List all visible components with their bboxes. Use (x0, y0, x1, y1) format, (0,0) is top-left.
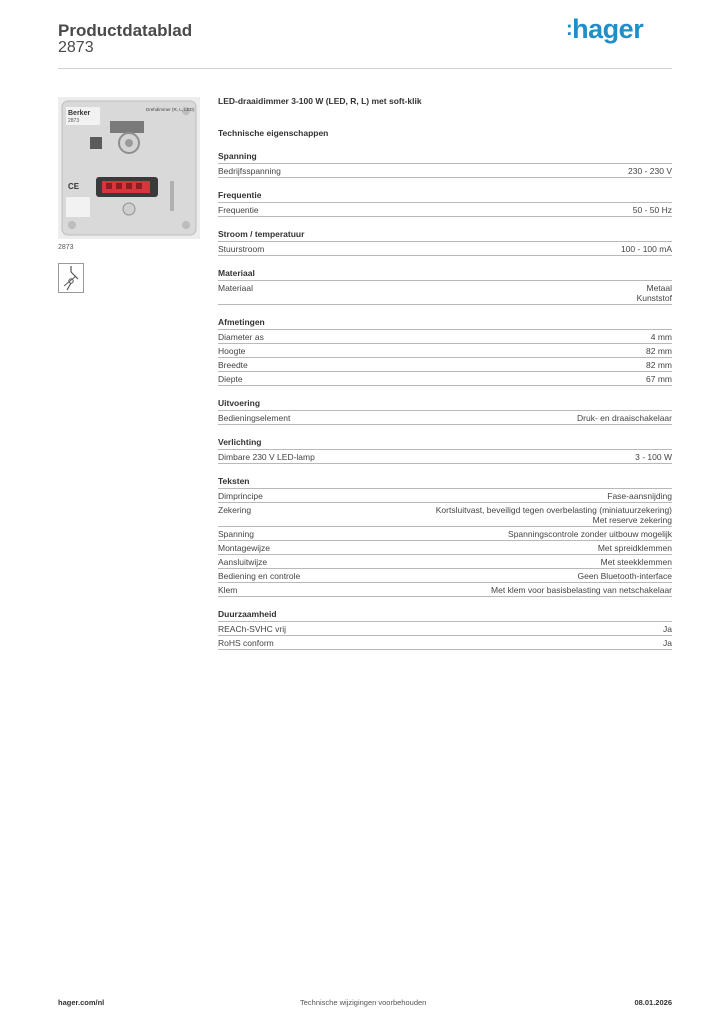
section-heading: Duurzaamheid (218, 609, 277, 619)
spec-value-line: Kunststof (636, 293, 672, 303)
section-heading: Stroom / temperatuur (218, 229, 305, 239)
spec-label: Spanning (218, 529, 254, 539)
device-label: Drehdimmer (R, L, LED) (146, 107, 195, 112)
spec-row (218, 329, 672, 343)
spec-section (218, 398, 672, 425)
spec-label: Bediening en controle (218, 571, 301, 581)
spec-section (218, 317, 672, 386)
spec-sections (218, 151, 672, 650)
spec-row (218, 449, 672, 464)
spec-value-line: Kortsluitvast, beveiligd tegen overbelasting (miniatuurzekering) (435, 505, 672, 515)
spec-value (663, 638, 672, 648)
spec-row (218, 488, 672, 502)
spec-value (598, 543, 672, 553)
spec-value-line: 67 mm (646, 374, 672, 384)
spec-value (508, 529, 672, 539)
spec-label: Materiaal (218, 283, 253, 293)
spec-row (218, 280, 672, 305)
spec-label: Bedieningselement (218, 413, 291, 423)
spec-value (436, 505, 672, 525)
spec-value (628, 166, 672, 176)
spec-value (646, 360, 672, 370)
spec-value (633, 205, 672, 215)
spec-row (218, 163, 672, 178)
logo-text: hager (572, 14, 644, 44)
spec-row (218, 371, 672, 386)
spec-label: Diepte (218, 374, 243, 384)
spec-value-line: Fase-aansnijding (607, 491, 672, 501)
spec-label: REACh-SVHC vrij (218, 624, 287, 634)
footer-website: hager.com/nl (58, 998, 105, 1007)
spec-section (218, 229, 672, 256)
spec-value-line: 50 - 50 Hz (632, 205, 672, 215)
dimmer-symbol-icon (58, 263, 84, 293)
spec-row (218, 202, 672, 217)
spec-value (651, 332, 672, 342)
device-brand: Berker (68, 110, 91, 117)
spec-value-line: 100 - 100 mA (620, 244, 672, 254)
spec-value (607, 491, 672, 501)
spec-value (663, 624, 672, 634)
spec-row (218, 554, 672, 568)
section-heading: Teksten (218, 476, 250, 486)
spec-value-line: Spanningscontrole zonder uitbouw mogelijk (508, 529, 672, 539)
spec-row (218, 540, 672, 554)
spec-value-line: Geen Bluetooth-interface (577, 571, 672, 581)
section-heading: Afmetingen (218, 317, 265, 327)
spec-label: Zekering (218, 505, 252, 515)
spec-label: Stuurstroom (218, 244, 265, 254)
device-number: 2873 (68, 118, 80, 124)
spec-value-line: Met steekklemmen (600, 557, 672, 567)
spec-value-line: 3 - 100 W (635, 452, 672, 462)
page-title: Productdatablad (58, 21, 193, 40)
footer-date: 08.01.2026 (634, 998, 672, 1007)
spec-value-line: Met spreidklemmen (597, 543, 672, 553)
spec-value-line: 82 mm (646, 360, 672, 370)
spec-row (218, 621, 672, 635)
spec-row (218, 241, 672, 256)
hager-logo: :hager (566, 14, 644, 44)
product-number: 2873 (58, 39, 94, 56)
spec-value-line: Ja (663, 638, 672, 648)
spec-value (577, 571, 672, 581)
spec-label: Dimprincipe (218, 491, 263, 501)
spec-row (218, 526, 672, 540)
spec-value (646, 346, 672, 356)
spec-value (646, 374, 672, 384)
spec-label: Dimbare 230 V LED-lamp (218, 452, 315, 462)
spec-value-line: 230 - 230 V (628, 166, 672, 176)
section-heading: Uitvoering (218, 398, 261, 408)
product-image (58, 97, 200, 239)
spec-value-line: Met klem voor basisbelasting van netschakelaar (491, 585, 672, 595)
spec-section (218, 268, 672, 305)
section-heading: Spanning (218, 151, 257, 161)
spec-section (218, 609, 672, 650)
spec-content (218, 94, 672, 650)
spec-row (218, 357, 672, 371)
spec-label: Breedte (218, 360, 248, 370)
image-caption: 2873 (58, 244, 74, 251)
tech-heading: Technische eigenschappen (218, 128, 329, 138)
spec-section (218, 437, 672, 464)
spec-value-line: 82 mm (646, 346, 672, 356)
footer-disclaimer: Technische wijzigingen voorbehouden (300, 998, 427, 1007)
spec-label: Bedrijfsspanning (218, 166, 281, 176)
spec-value-line: Met reserve zekering (592, 515, 672, 525)
spec-value-line: Ja (663, 624, 672, 634)
spec-label: Montagewijze (218, 543, 270, 553)
header-divider (58, 68, 672, 69)
spec-section (218, 190, 672, 217)
spec-value-line: Metaal (646, 283, 672, 293)
spec-value (577, 413, 672, 423)
spec-row (218, 568, 672, 582)
spec-section (218, 476, 672, 597)
spec-value (621, 244, 672, 254)
spec-label: Aansluitwijze (218, 557, 268, 567)
svg-text:CE: CE (68, 182, 80, 191)
spec-value-line: Druk- en draaischakelaar (577, 413, 672, 423)
spec-row (218, 343, 672, 357)
spec-value-line: 4 mm (650, 332, 672, 342)
spec-value (491, 585, 672, 595)
section-heading: Materiaal (218, 268, 255, 278)
spec-label: Hoogte (218, 346, 246, 356)
spec-row (218, 582, 672, 597)
spec-value (601, 557, 672, 567)
product-title: LED-draaidimmer 3-100 W (LED, R, L) met soft-klik (218, 96, 422, 106)
section-heading: Verlichting (218, 437, 262, 447)
spec-label: Diameter as (218, 332, 264, 342)
spec-label: RoHS conform (218, 638, 274, 648)
spec-label: Klem (218, 585, 238, 595)
spec-row (218, 502, 672, 526)
spec-label: Frequentie (218, 205, 259, 215)
section-heading: Frequentie (218, 190, 262, 200)
spec-value (635, 452, 672, 462)
dimmer-illustration (58, 97, 200, 239)
spec-section (218, 151, 672, 178)
spec-row (218, 410, 672, 425)
spec-value (637, 283, 672, 303)
spec-row (218, 635, 672, 650)
